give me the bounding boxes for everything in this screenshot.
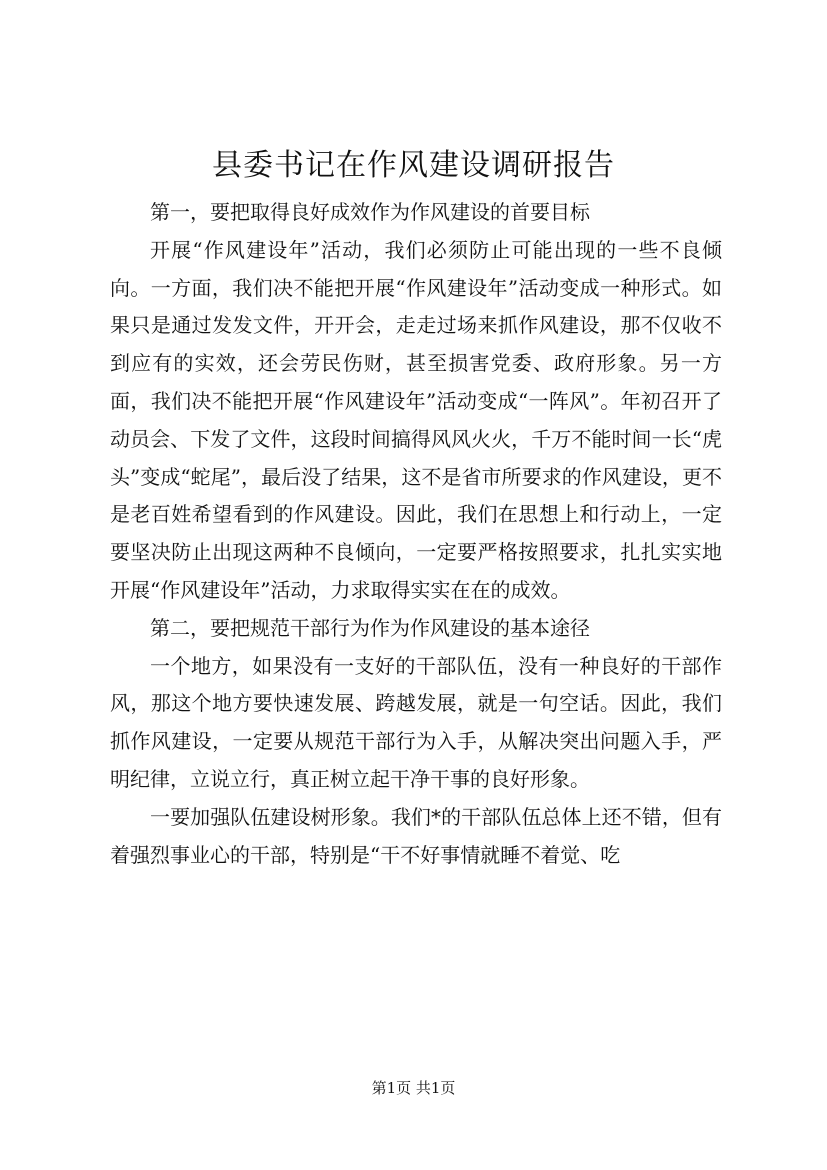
body-paragraph-3: 一要加强队伍建设树形象。我们*的干部队伍总体上还不错，但有着强烈事业心的干部，特别是“干不好事情就睡不着觉、吃	[110, 804, 722, 867]
section-heading-1: 第一，要把取得良好成效作为作风建设的首要目标	[150, 200, 590, 224]
body-paragraph-2: 一个地方，如果没有一支好的干部队伍，没有一种良好的干部作风，那这个地方要快速发展、跨越发展，就是一句空话。因此，我们抓作风建设，一定要从规范干部行为入手，从解决突出问题入手，严明纪律，立说立行，真正树立起干净干事的良好形象。	[110, 653, 722, 791]
document-title: 县委书记在作风建设调研报告	[212, 148, 615, 183]
page-footer: 第1页 共1页	[371, 1079, 456, 1097]
body-paragraph-1: 开展“作风建设年”活动，我们必须防止可能出现的一些不良倾向。一方面，我们决不能把开展“作风建设年”活动变成一种形式。如果只是通过发发文件，开开会，走走过场来抓作风建设，那不仅收不到应有的实效，还会劳民伤财，甚至损害党委、政府形象。另一方面，我们决不能把开展“作风建设年”活动变成“一阵风”。年初召开了动员会、下发了文件，这段时间搞得风风火火，千万不能时间一长“虎头”变成“蛇尾”，最后没了结果，这不是省市所要求的作风建设，更不是老百姓希望看到的作风建设。因此，我们在思想上和行动上，一定要坚决防止出现这两种不良倾向，一定要严格按照要求，扎扎实实地开展“作风建设年”活动，力求取得实实在在的成效。	[110, 237, 722, 602]
document-body	[110, 194, 722, 874]
section-heading-2: 第二，要把规范干部行为作为作风建设的基本途径	[150, 615, 590, 640]
